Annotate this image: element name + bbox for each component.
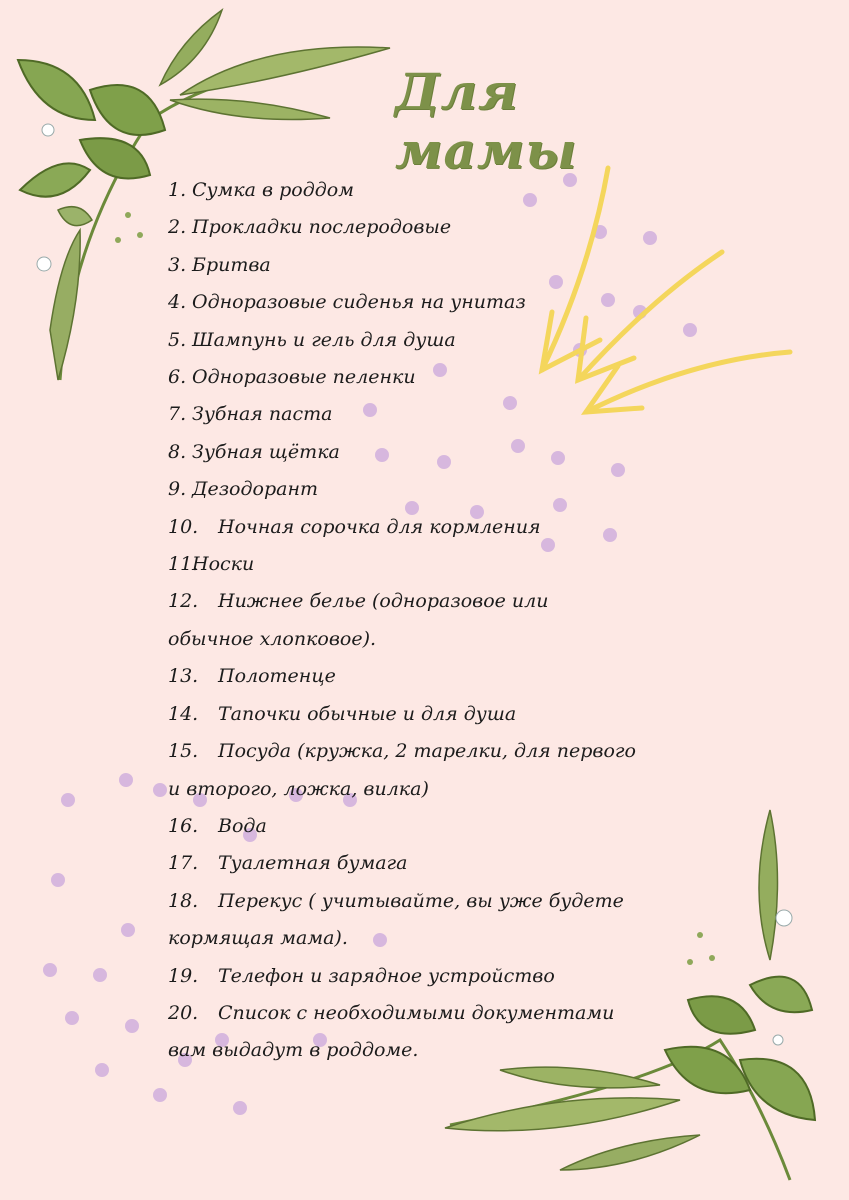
item-text: Одноразовые пеленки xyxy=(192,366,416,389)
item-number: 4. xyxy=(168,291,187,314)
watercolor-dot-icon xyxy=(51,873,65,887)
item-number: 6. xyxy=(168,366,187,389)
watercolor-dot-icon xyxy=(43,963,57,977)
item-text: Шампунь и гель для душа xyxy=(192,328,456,351)
item-number: 18. xyxy=(168,889,199,912)
list-item xyxy=(168,509,638,546)
list-item xyxy=(168,995,638,1070)
item-number: 14. xyxy=(168,702,199,725)
list-item xyxy=(168,658,638,695)
item-number: 5. xyxy=(168,328,187,351)
item-number: 8. xyxy=(168,440,187,463)
list-item xyxy=(168,172,638,209)
list-item xyxy=(168,434,638,471)
item-text: Дезодорант xyxy=(192,478,318,501)
page-title: Для мамы xyxy=(395,62,578,180)
item-number: 10. xyxy=(168,515,199,538)
list-item xyxy=(168,696,638,733)
item-number: 7. xyxy=(168,403,187,426)
item-text: Список с необходимыми документами вам выдадут в роддоме. xyxy=(168,1001,615,1062)
item-text: Перекус ( учитывайте, вы уже будете кормящая мама). xyxy=(168,889,624,950)
watercolor-dot-icon xyxy=(65,1011,79,1025)
list-item xyxy=(168,546,638,583)
watercolor-dot-icon xyxy=(95,1063,109,1077)
item-text: Туалетная бумага xyxy=(218,852,408,875)
watercolor-dot-icon xyxy=(233,1101,247,1115)
list-item xyxy=(168,359,638,396)
checklist xyxy=(168,172,638,1070)
item-number: 20. xyxy=(168,1001,199,1024)
item-text: Ночная сорочка для кормления xyxy=(218,515,541,538)
item-text: Полотенце xyxy=(218,665,336,688)
list-item xyxy=(168,583,638,658)
list-item xyxy=(168,396,638,433)
watercolor-dot-icon xyxy=(683,323,697,337)
list-item xyxy=(168,209,638,246)
watercolor-dot-icon xyxy=(125,1019,139,1033)
watercolor-dot-icon xyxy=(119,773,133,787)
item-text: Прокладки послеродовые xyxy=(192,216,452,239)
item-number: 19. xyxy=(168,964,199,987)
list-item xyxy=(168,845,638,882)
watercolor-dot-icon xyxy=(121,923,135,937)
list-item xyxy=(168,733,638,808)
list-item xyxy=(168,284,638,321)
item-number: 15. xyxy=(168,740,199,763)
item-number: 2. xyxy=(168,216,187,239)
item-text: Носки xyxy=(192,553,255,576)
item-text: Зубная паста xyxy=(192,403,333,426)
item-number: 16. xyxy=(168,814,199,837)
item-text: Зубная щётка xyxy=(192,440,340,463)
item-text: Посуда (кружка, 2 тарелки, для первого и второго, ложка, вилка) xyxy=(168,740,636,800)
list-item xyxy=(168,247,638,284)
item-number: 9. xyxy=(168,478,187,501)
list-item xyxy=(168,958,638,995)
watercolor-dot-icon xyxy=(643,231,657,245)
item-number: 11. xyxy=(168,553,199,576)
item-text: Сумка в роддом xyxy=(192,179,355,201)
item-number: 12. xyxy=(168,590,199,613)
item-text: Вода xyxy=(218,814,267,837)
item-text: Одноразовые сиденья на унитаз xyxy=(192,291,526,314)
item-text: Нижнее белье (одноразовое или обычное хлопковое). xyxy=(168,590,549,650)
item-text: Тапочки обычные и для душа xyxy=(218,702,517,725)
item-number: 3. xyxy=(168,253,187,276)
list-item xyxy=(168,883,638,958)
watercolor-dot-icon xyxy=(153,783,167,797)
item-text: Бритва xyxy=(192,253,271,276)
list-item xyxy=(168,471,638,508)
item-number: 1. xyxy=(168,179,187,201)
watercolor-dot-icon xyxy=(93,968,107,982)
list-item xyxy=(168,322,638,359)
watercolor-dot-icon xyxy=(153,1088,167,1102)
watercolor-dot-icon xyxy=(61,793,75,807)
item-text: Телефон и зарядное устройство xyxy=(218,964,555,987)
list-item xyxy=(168,808,638,845)
item-number: 17. xyxy=(168,852,199,875)
item-number: 13. xyxy=(168,665,199,688)
